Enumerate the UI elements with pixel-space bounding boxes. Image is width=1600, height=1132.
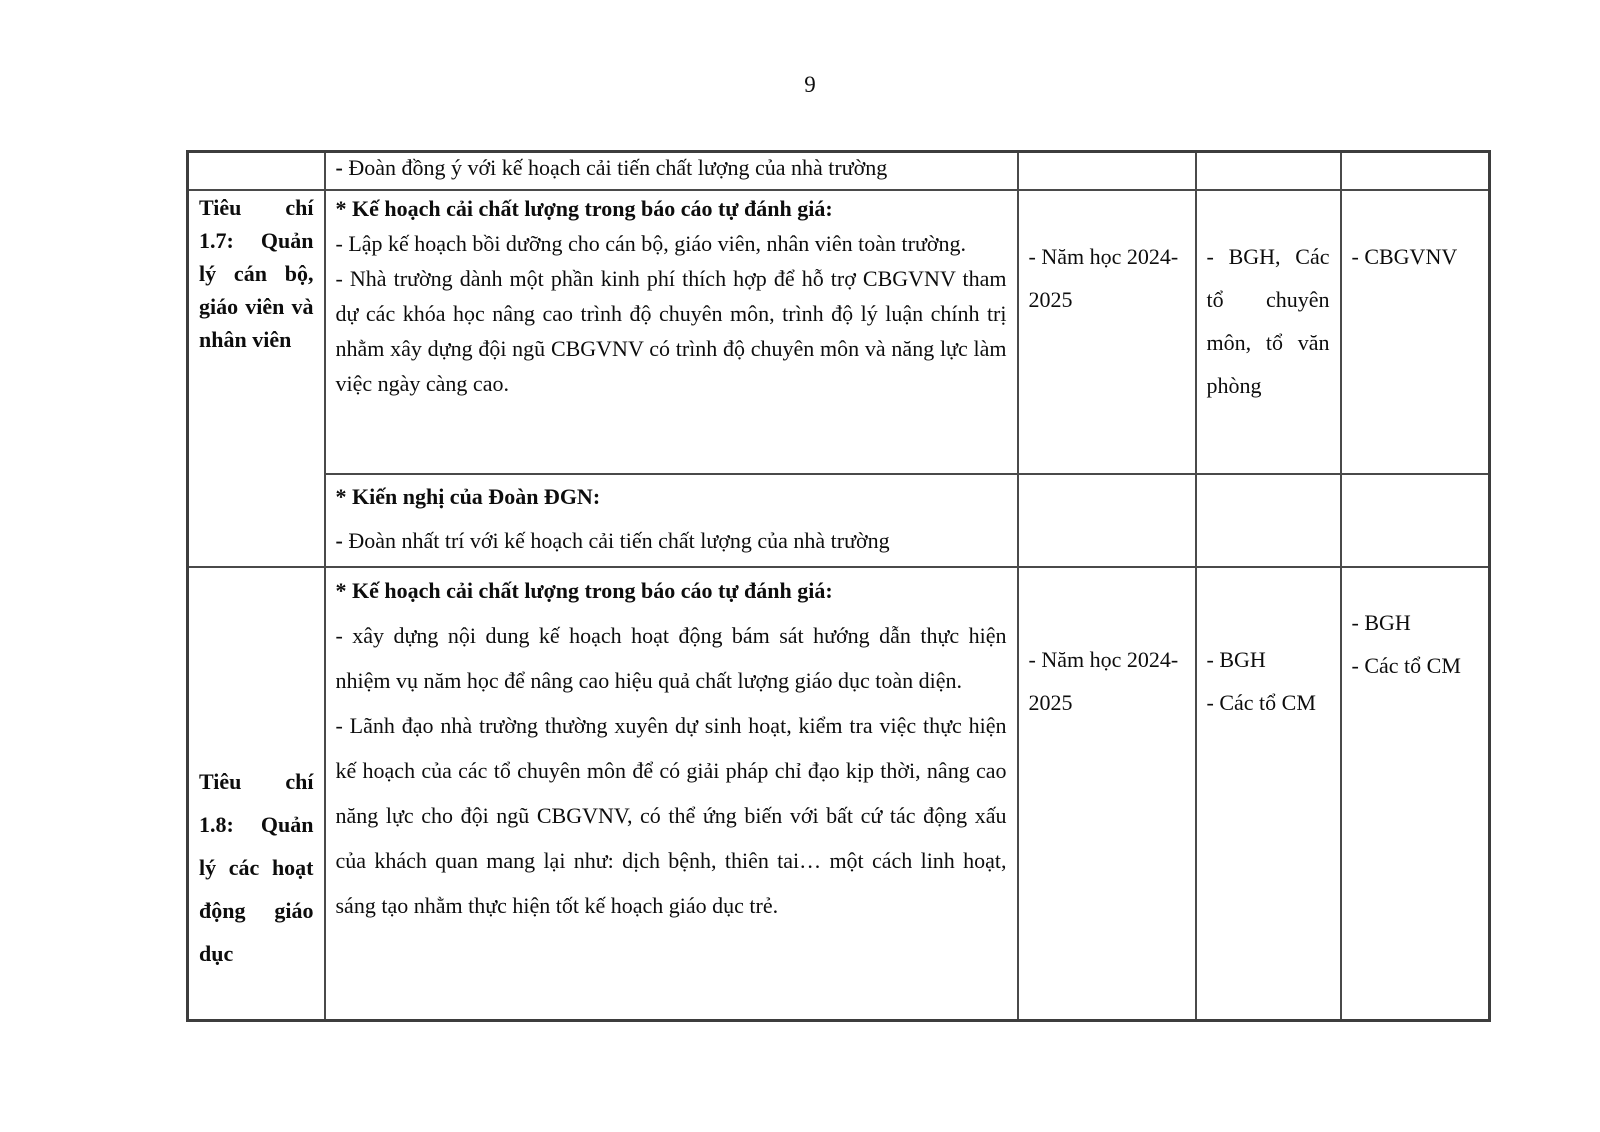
cell-plan-1-8 [325,567,1018,1021]
time-1-8: - Năm học 2024-2025 [1028,646,1179,715]
cell-responsible-1-7 [1196,190,1341,474]
coordinator-1-8-line-2: - Các tổ CM [1351,652,1461,678]
recommendation-1-7-heading: * Kiến nghị của Đoàn ĐGN: [335,483,601,509]
row-agree [188,152,1490,190]
agree-text: Đoàn đồng ý với kế hoạch cải tiến chất lượng của nhà trường [342,155,888,180]
row-criterion-1-8 [188,567,1490,1021]
row-criterion-1-7 [188,190,1490,474]
responsible-1-8-line-2: - Các tổ CM [1206,689,1316,715]
plan-1-8-item-2: - Lãnh đạo nhà trường thường xuyên dự sinh hoạt, kiểm tra việc thực hiện kế hoạch của các tổ chuyên môn để có giải pháp chỉ đạo kịp thời, nâng cao năng lực cho đội ngũ CBGVNV, có thể ứng biến với bất cứ tác động xấu của khách quan mang lại như: dịch bệnh, thiên tai… một cách linh hoạt, sáng tạo nhằm thực hiện tốt kế hoạch giáo dục trẻ. [335,712,1007,918]
cell-empty-coordinator [1341,152,1490,190]
time-1-7: - Năm học 2024-2025 [1028,243,1179,312]
plan-1-8-heading: * Kế hoạch cải chất lượng trong báo cáo tự đánh giá: [335,577,833,603]
coordinator-1-7: - CBGVNV [1351,243,1458,269]
cell-empty-time [1018,152,1196,190]
plan-1-7-item-2: - Nhà trường dành một phần kinh phí thích hợp để hỗ trợ CBGVNV tham dự các khóa học nâng cao trình độ chuyên môn, trình độ lý luận chính trị nhằm xây dựng đội ngũ CBGVNV có trình độ chuyên môn và năng lực làm việc ngày càng cao. [335,265,1007,396]
agree-dash: - [335,155,343,180]
recommendation-text: Đoàn nhất trí với kế hoạch cải tiến chất lượng của nhà trường [342,527,890,553]
row-recommendation-1-7 [188,474,1490,567]
page-number: 9 [804,72,816,97]
cell-plan-1-7 [325,190,1018,474]
recommendation-dash: - [335,527,343,553]
plan-1-7-heading: * Kế hoạch cải chất lượng trong báo cáo tự đánh giá: [335,195,833,221]
cell-responsible-1-8 [1196,567,1341,1021]
cell-coordinator-1-7 [1341,190,1490,474]
coordinator-1-8-line-1: - BGH [1351,609,1411,635]
cell-time-1-7 [1018,190,1196,474]
cell-empty-coordinator-rec [1341,474,1490,567]
responsible-1-7: - BGH, Các tổ chuyên môn, tổ văn phòng [1206,243,1330,398]
cell-empty-criterion [188,152,325,190]
cell-agree-note [325,152,1018,190]
recommendation-1-7-text [336,519,1007,563]
cell-coordinator-1-8 [1341,567,1490,1021]
cell-criterion-1-7-label: Tiêu chí 1.7: Quản lý cán bộ, giáo viên và nhân viên [188,190,325,567]
cell-criterion-1-8-label: Tiêu chí 1.8: Quản lý các hoạt động giáo dục [188,567,325,1021]
cell-empty-time-rec [1018,474,1196,567]
cell-empty-responsible-rec [1196,474,1341,567]
cell-time-1-8 [1018,567,1196,1021]
cell-recommendation-1-7 [325,474,1018,567]
evaluation-table [186,150,1491,1022]
plan-1-8-item-1: - xây dựng nội dung kế hoạch hoạt động bám sát hướng dẫn thực hiện nhiệm vụ năm học để nâng cao hiệu quả chất lượng giáo dục toàn diện. [335,622,1007,693]
cell-empty-responsible [1196,152,1341,190]
responsible-1-8-line-1: - BGH [1206,646,1266,672]
plan-1-7-item-1: - Lập kế hoạch bồi dưỡng cho cán bộ, giáo viên, nhân viên toàn trường. [335,230,967,256]
